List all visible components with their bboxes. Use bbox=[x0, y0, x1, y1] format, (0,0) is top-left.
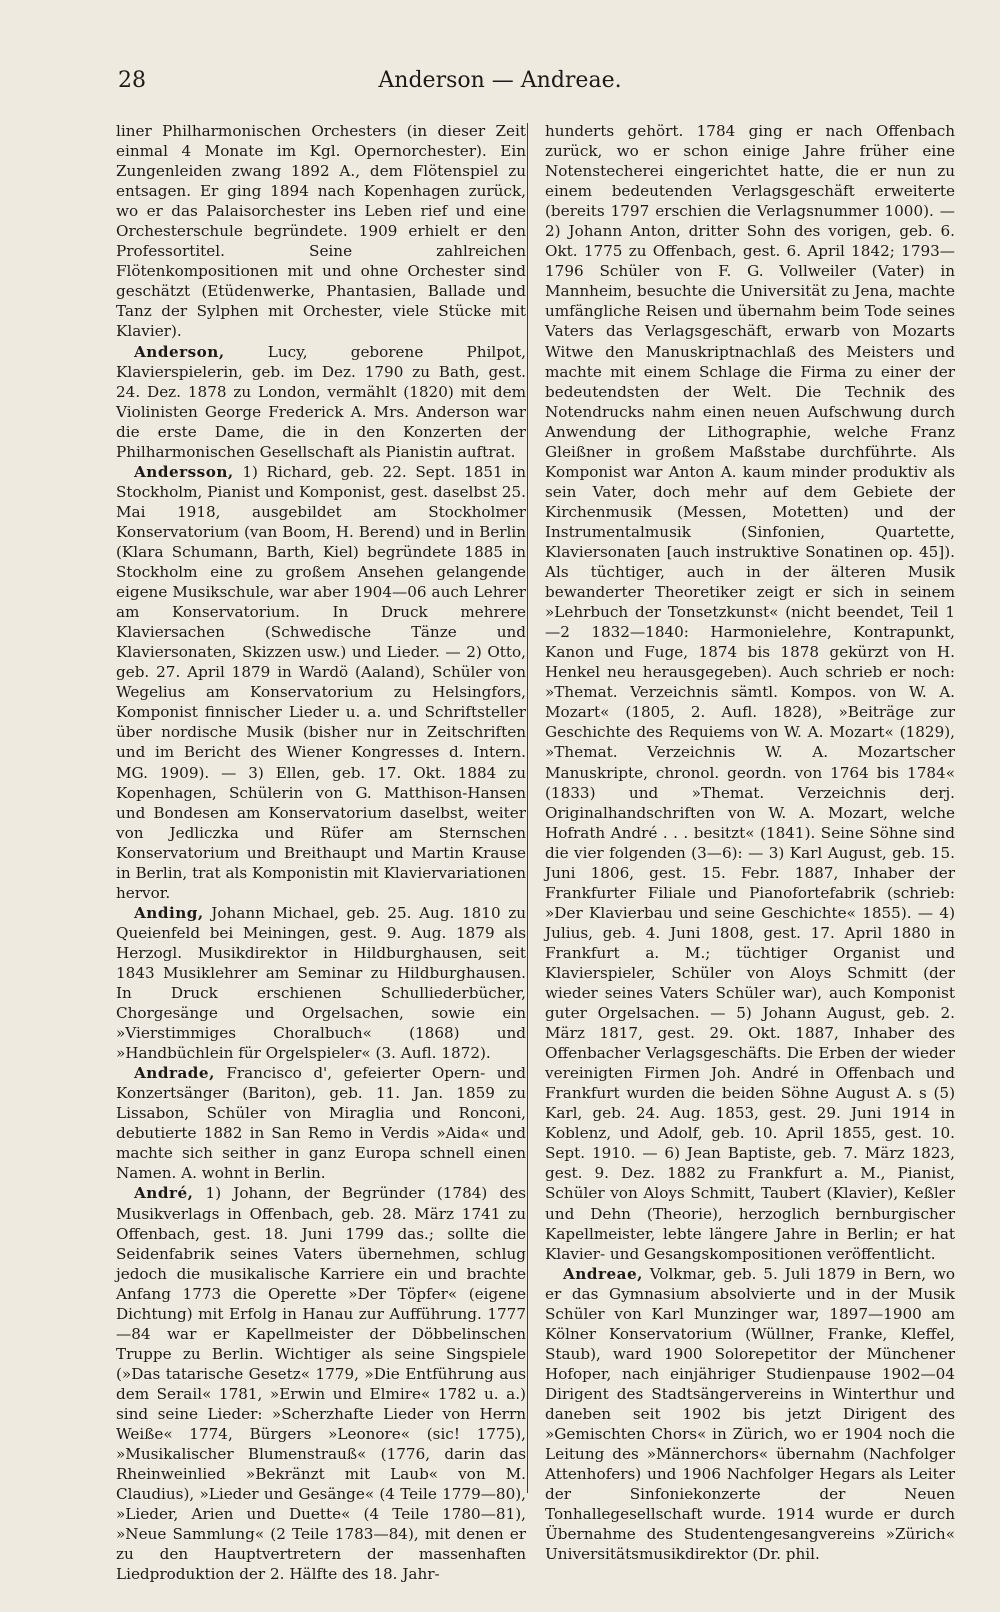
entry-text: Francisco d', gefeierter Opern- und Konzertsänger (Bariton), geb. 11. Jan. 1859 zu Lissabon, Schüler von Miraglia und Ronconi, debutierte 1882 in San Remo in Verdis »Aida« und machte sich seither in ganz Europa schnell einen Namen. A. wohnt in Berlin. bbox=[116, 1064, 526, 1183]
running-head: Anderson — Andreae. bbox=[378, 68, 622, 93]
entry-text: liner Philharmonischen Orchesters (in dieser Zeit einmal 4 Monate im Kgl. Opernorchester). Ein Zungenleiden zwang 1892 A., dem Flötenspiel zu entsagen. Er ging 1894 nach Kopenhagen zurück, wo er das Palaisorchester ins Leben rief und eine Orchesterschule begründete. 1909 erhielt er den Professortitel. Seine zahlreichen Flötenkompositionen mit und ohne Orchester sind geschätzt (Etüdenwerke, Phantasien, Ballade und Tanz der Sylphen mit Orchester, viele Stücke mit Klavier). bbox=[116, 122, 526, 341]
entry-andre bbox=[116, 1183, 526, 1584]
entry-andreae bbox=[545, 1264, 955, 1565]
continued-entry bbox=[545, 121, 955, 1264]
headword: André, bbox=[134, 1184, 194, 1203]
entry-text: Johann Michael, geb. 25. Aug. 1810 zu Queienfeld bei Meiningen, gest. 9. Aug. 1879 als Herzogl. Musikdirektor in Hildburghausen, seit 1843 Musiklehrer am Seminar zu Hildburghausen. In Druck erschienen Schulliederbücher, Chorgesänge und Orgelsachen, sowie ein »Vierstimmiges Choralbuch« (1868) und »Handbüchlein für Orgelspieler« (3. Aufl. 1872). bbox=[116, 903, 526, 1063]
headword: Anderson, bbox=[134, 342, 225, 361]
entry-text: 1) Richard, geb. 22. Sept. 1851 in Stockholm, Pianist und Komponist, gest. daselbst 25. Mai 1918, ausgebildet am Stockholmer Konservatorium (van Boom, H. Berend) und in Berlin (Klara Schumann, Barth, Kiel) begründete 1885 in Stockholm eine zu großem Ansehen gelangende eigene Musikschule, war aber 1904—06 auch Lehrer am Konservatorium. In Druck mehrere Klaviersachen (Schwedische Tänze und Klaviersonaten, Skizzen usw.) und Lieder. — 2) Otto, geb. 27. April 1879 in Wardö (Aaland), Schüler von Wegelius am Konservatorium zu Helsingfors, Komponist finnischer Lieder u. a. und Schriftsteller über nordische Musik (bisher nur in Zeitschriften und im Bericht des Wiener Kongresses d. Intern. MG. 1909). — 3) Ellen, geb. 17. Okt. 1884 zu Kopenhagen, Schülerin von G. Matthison-Hansen und Bondesen am Konservatorium daselbst, weiter von Jedliczka und Rüfer am Sternschen Konservatorium und Breithaupt und Martin Krause in Berlin, trat als Komponistin mit Klaviervariationen hervor. bbox=[116, 462, 526, 902]
right-column bbox=[545, 121, 955, 1564]
headword: Andrade, bbox=[134, 1064, 215, 1083]
entry-andrade bbox=[116, 1063, 526, 1183]
headword: Anding, bbox=[134, 903, 204, 922]
entry-anderson-lucy bbox=[116, 342, 526, 462]
headword: Andreae, bbox=[563, 1264, 643, 1283]
entry-anding bbox=[116, 903, 526, 1063]
entry-text: 1) Johann, der Begründer (1784) des Musikverlags in Offenbach, geb. 28. März 1741 zu Offenbach, gest. 18. Juni 1799 das.; sollte die Seidenfabrik seines Vaters übernehmen, schlug jedoch die musikalische Karriere ein und brachte Anfang 1773 die Operette »Der Töpfer« (eigene Dichtung) mit Erfolg in Hanau zur Aufführung. 1777—84 war er Kapellmeister der Döbbelinschen Truppe zu Berlin. Wichtiger als seine Singspiele (»Das tatarische Gesetz« 1779, »Die Entführung aus dem Serail« 1781, »Erwin und Elmire« 1782 u. a.) sind seine Lieder: »Scherzhafte Lieder von Herrn Weiße« 1774, Bürgers »Leonore« (sic! 1775), »Musikalischer Blumenstrauß« (1776, darin das Rheinweinlied »Bekränzt mit Laub« von M. Claudius), »Lieder und Gesänge« (4 Teile 1779—80), »Lieder, Arien und Duette« (4 Teile 1780—81), »Neue Sammlung« (2 Teile 1783—84), mit denen er zu den Hauptvertretern der massenhaften Liedproduktion der 2. Hälfte des 18. Jahr- bbox=[116, 1184, 526, 1584]
page-header bbox=[0, 68, 1000, 108]
continued-entry bbox=[116, 121, 526, 342]
entry-text: Lucy, geborene Philpot, Klavierspielerin, geb. im Dez. 1790 zu Bath, gest. 24. Dez. 1878 zu London, vermählt (1820) mit dem Violinisten George Frederick A. Mrs. Anderson war die erste Dame, die in den Konzerten der Philharmonischen Gesellschaft als Pianistin auftrat. bbox=[116, 342, 526, 461]
headword: Andersson, bbox=[134, 462, 234, 481]
left-column bbox=[116, 121, 526, 1584]
entry-text: Volkmar, geb. 5. Juli 1879 in Bern, wo er das Gymnasium absolvierte und in der Musik Schüler von Karl Munzinger war, 1897—1900 am Kölner Konservatorium (Wüllner, Franke, Kleffel, Staub), ward 1900 Solorepetitor der Münchener Hofoper, nach einjähriger Studienpause 1902—04 Dirigent des Stadtsängervereins in Winterthur und daneben seit 1902 bis jetzt Dirigent des »Gemischten Chors« in Zürich, wo er 1904 noch die Leitung des »Männerchors« übernahm (Nachfolger Attenhofers) und 1906 Nachfolger Hegars als Leiter der Sinfoniekonzerte der Neuen Tonhallegesellschaft wurde. 1914 wurde er durch Übernahme des Studentengesangvereins »Zürich« Universitätsmusikdirektor (Dr. phil. bbox=[545, 1264, 955, 1564]
entry-text: hunderts gehört. 1784 ging er nach Offenbach zurück, wo er schon einige Jahre früher eine Notenstecherei eingerichtet hatte, die er nun zu einem bedeutenden Verlagsgeschäft erweiterte (bereits 1797 erschien die Verlagsnummer 1000). — 2) Johann Anton, dritter Sohn des vorigen, geb. 6. Okt. 1775 zu Offenbach, gest. 6. April 1842; 1793—1796 Schüler von F. G. Vollweiler (Vater) in Mannheim, besuchte die Universität zu Jena, machte umfängliche Reisen und übernahm beim Tode seines Vaters das Verlagsgeschäft, erwarb von Mozarts Witwe den Manuskriptnachlaß des Meisters und machte mit einem Schlage die Firma zu einer der bedeutendsten der Welt. Die Technik des Notendrucks nahm einen neuen Aufschwung durch Anwendung der Lithographie, welche Franz Gleißner in großem Maßstabe durchführte. Als Komponist war Anton A. kaum minder produktiv als sein Vater, doch mehr auf dem Gebiete der Kirchenmusik (Messen, Motetten) und der Instrumentalmusik (Sinfonien, Quartette, Klaviersonaten [auch instruktive Sonatinen op. 45]). Als tüchtiger, auch in der älteren Musik bewanderter Theoretiker zeigt er sich in seinem »Lehrbuch der Tonsetzkunst« (nicht beendet, Teil 1—2 1832—1840: Harmonielehre, Kontrapunkt, Kanon und Fuge, 1874 bis 1878 gekürzt von H. Henkel neu herausgegeben). Auch schrieb er noch: »Themat. Verzeichnis sämtl. Kompos. von W. A. Mozart« (1805, 2. Aufl. 1828), »Beiträge zur Geschichte des Requiems von W. A. Mozart« (1829), »Themat. Verzeichnis W. A. Mozartscher Manuskripte, chronol. geordn. von 1764 bis 1784« (1833) und »Themat. Verzeichnis derj. Originalhandschriften von W. A. Mozart, welche Hofrath André . . . besitzt« (1841). Seine Söhne sind die vier folgenden (3—6): — 3) Karl August, geb. 15. Juni 1806, gest. 15. Febr. 1887, Inhaber der Frankfurter Filiale und Pianofortefabrik (schrieb: »Der Klavierbau und seine Geschichte« 1855). — 4) Julius, geb. 4. Juni 1808, gest. 17. April 1880 in Frankfurt a. M.; tüchtiger Organist und Klavierspieler, Schüler von Aloys Schmitt (der wieder seines Vaters Schüler war), auch Komponist guter Orgelsachen. — 5) Johann August, geb. 2. März 1817, gest. 29. Okt. 1887, Inhaber des Offenbacher Verlagsgeschäfts. Die Erben der wieder vereinigten Firmen Joh. André in Offenbach und Frankfurt wurden die beiden Söhne August A. s (5) Karl, geb. 24. Aug. 1853, gest. 29. Juni 1914 in Koblenz, und Adolf, geb. 10. April 1855, gest. 10. Sept. 1910. — 6) Jean Baptiste, geb. 7. März 1823, gest. 9. Dez. 1882 zu Frankfurt a. M., Pianist, Schüler von Aloys Schmitt, Taubert (Klavier), Keßler und Dehn (Theorie), herzoglich bernburgischer Kapellmeister, lebte längere Jahre in Berlin; er hat Klavier- und Gesangskompositionen veröffentlicht. bbox=[545, 122, 955, 1263]
column-divider bbox=[527, 123, 528, 1493]
entry-andersson bbox=[116, 462, 526, 903]
page-number: 28 bbox=[118, 68, 146, 93]
